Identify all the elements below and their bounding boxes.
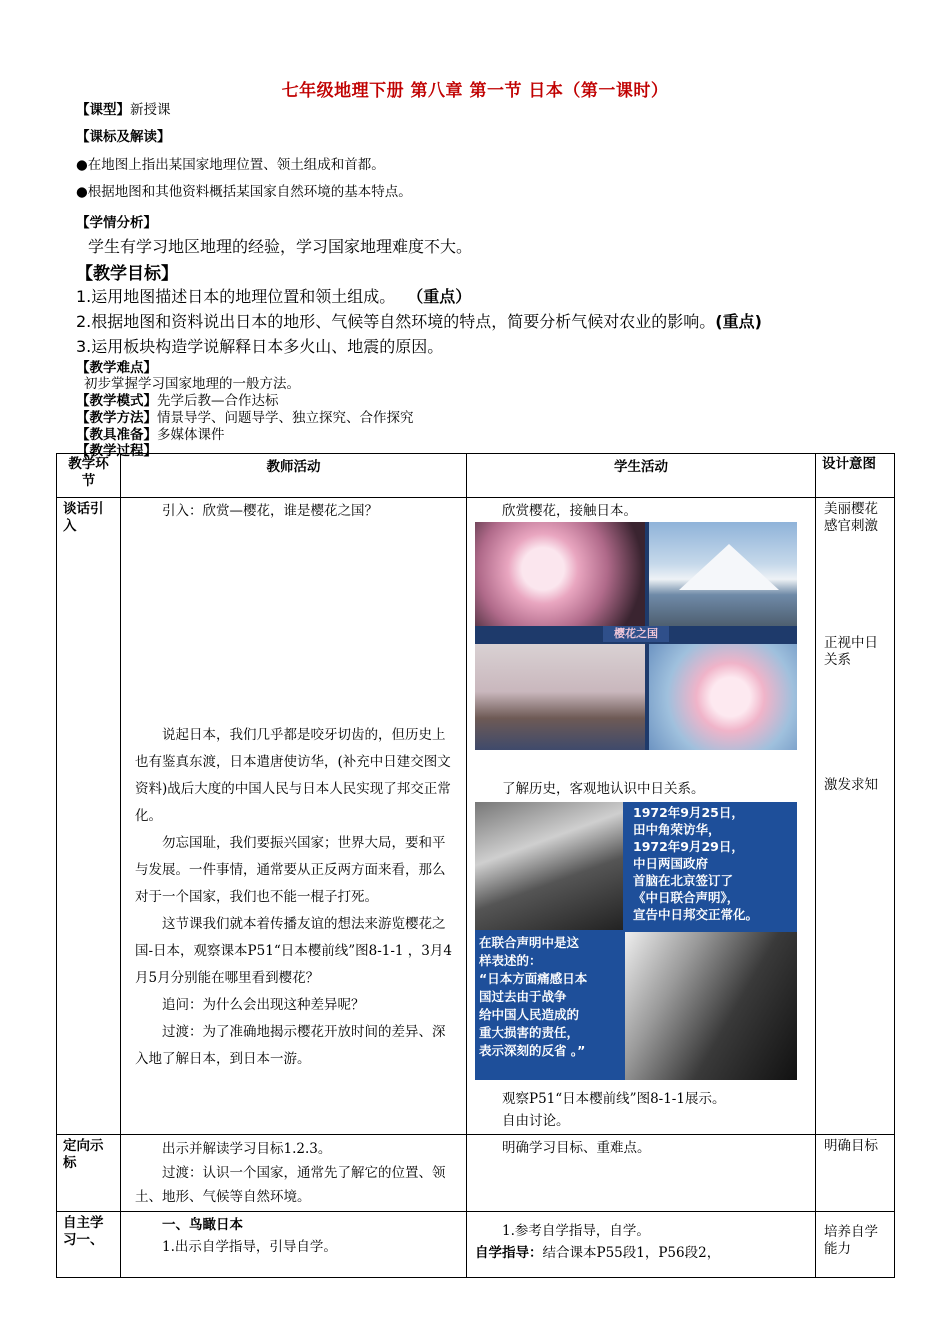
student-paragraph: 1.参考自学指导，自学。 (502, 1223, 650, 1239)
intent-cell: 培养自学能力 (816, 1212, 895, 1278)
lesson-type-line (76, 98, 171, 118)
student-cell (467, 1212, 816, 1278)
student-cell (467, 1135, 816, 1212)
blossom-caption: 樱花之国 (603, 626, 669, 642)
difficulty-label: 【教学难点】 (76, 360, 157, 376)
teacher-paragraph: 引入：欣赏—樱花，谁是樱花之国？ (162, 503, 378, 519)
analysis-label: 【学情分析】 (76, 215, 157, 231)
student-paragraph: 自由讨论。 (502, 1113, 570, 1129)
method-value: 情景导学、问题导学、独立探究、合作探究 (157, 410, 414, 426)
intent-cell: 明确目标 (816, 1135, 895, 1212)
document-title: 七年级地理下册 第八章 第一节 日本（第一课时） (281, 81, 669, 101)
student-paragraph: 明确学习目标、重难点。 (502, 1140, 651, 1156)
photo-text-line: 在联合声明中是这 (479, 935, 580, 950)
col-header-teacher: 教师活动 (121, 454, 467, 498)
standard-1: ●在地图上指出某国家地理位置、领土组成和首都。 (76, 157, 385, 173)
teacher-paragraph: 追问：为什么会出现这种差异呢？ (162, 997, 365, 1013)
photo-text-line: 表示深刻的反省 。” (479, 1043, 586, 1058)
china-japan-history-collage (475, 802, 797, 1080)
goal-1 (76, 284, 471, 307)
goal-1-tag: （重点） (415, 287, 472, 306)
goals-label: 【教学目标】 (76, 264, 178, 284)
tools-label: 【教具准备】 (76, 427, 157, 443)
stage-cell: 定向示标 (57, 1135, 121, 1212)
goal-2 (76, 309, 762, 332)
mode-value: 先学后教—合作达标 (157, 393, 279, 409)
intent-text: 正视中日关系 (824, 635, 878, 668)
lesson-type-value: 新授课 (130, 102, 171, 118)
student-guide-label: 自学指导： (475, 1245, 543, 1261)
student-paragraph: 了解历史，客观地认识中日关系。 (502, 781, 705, 797)
table-row (57, 1135, 895, 1212)
teacher-cell (121, 498, 467, 1135)
photo-text-line: 样表述的： (479, 953, 542, 968)
student-guide-text: 结合课本P55段1，P56段2， (542, 1245, 721, 1261)
handshake-photo (475, 802, 623, 930)
student-cell (467, 498, 816, 1135)
stage-cell: 自主学习一、 (57, 1212, 121, 1278)
teacher-paragraph: 出示并解读学习目标1.2.3。 (162, 1141, 332, 1157)
intent-text: 激发求知 (824, 777, 878, 793)
col-header-student: 学生活动 (467, 454, 816, 498)
photo-text-line: 《中日联合声明》， (633, 890, 740, 905)
method-label: 【教学方法】 (76, 410, 157, 426)
analysis-text: 学生有学习地区地理的经验，学习国家地理难度不大。 (88, 237, 473, 256)
declaration-text (475, 932, 623, 1080)
intent-cell (816, 498, 895, 1135)
teacher-cell (121, 1135, 467, 1212)
standards-label: 【课标及解读】 (76, 129, 171, 145)
lesson-type-label: 【课型】 (76, 102, 130, 118)
table-header-row (57, 454, 895, 498)
photo-text-line: “日本方面痛感日本 (479, 971, 588, 986)
table-row (57, 498, 895, 1135)
process-label: 【教学过程】 (76, 443, 157, 459)
table-row (57, 1212, 895, 1278)
teacher-section-heading: 一、鸟瞰日本 (162, 1217, 243, 1233)
teacher-paragraph: 这节课我们就本着传播友谊的想法来游览樱花之国-日本，观察课本P51“日本樱前线”图8-1-1 ，3月4月5月分别能在哪里看到樱花？ (135, 916, 452, 986)
student-paragraph: 欣赏樱花，接触日本。 (502, 503, 637, 519)
teacher-paragraph: 过渡：为了准确地揭示樱花开放时间的差异、深入地了解日本，到日本一游。 (135, 1024, 446, 1067)
photo-text-line: 国过去由于战争 (479, 989, 567, 1004)
photo-text-line: 重大损害的责任， (479, 1025, 580, 1040)
teacher-paragraph: 勿忘国耻，我们要振兴国家；世界大局，要和平与发展。一件事情，通常要从正反两方面来看，那么对于一个国家，我们也不能一棍子打死。 (135, 835, 446, 905)
photo-text-line: 给中国人民造成的 (479, 1007, 580, 1022)
difficulty-text: 初步掌握学习国家地理的一般方法。 (84, 376, 300, 392)
mode-label: 【教学模式】 (76, 393, 157, 409)
intent-text: 美丽樱花感官刺激 (824, 501, 878, 534)
lesson-process-table (56, 453, 895, 1278)
standard-2: ●根据地图和其他资料概括某国家自然环境的基本特点。 (76, 184, 412, 200)
goal-3: 3.运用板块构造学说解释日本多火山、地震的原因。 (76, 337, 444, 356)
signing-photo (625, 932, 797, 1080)
stage-cell: 谈话引入 (57, 498, 121, 1135)
tools-value: 多媒体课件 (157, 427, 225, 443)
teacher-paragraph: 1.出示自学指导，引导自学。 (162, 1239, 337, 1255)
col-header-stage: 教学环节 (57, 454, 121, 498)
teacher-paragraph: 过渡：认识一个国家，通常先了解它的位置、领土、地形、气候等自然环境。 (135, 1165, 446, 1205)
student-guide (475, 1242, 807, 1264)
normalization-text (627, 802, 797, 930)
teacher-cell (121, 1212, 467, 1278)
goal-2-text: 2.根据地图和资料说出日本的地形、气候等自然环境的特点，简要分析气候对农业的影响。 (76, 312, 716, 331)
cherry-festival-photo (475, 644, 645, 750)
goal-1-text: 1.运用地图描述日本的地理位置和领土组成。 (76, 287, 396, 306)
blossom-photo (475, 522, 645, 626)
photo-text-line: 首脑在北京签订了 (633, 873, 734, 888)
goal-2-tag: (重点) (715, 312, 762, 331)
photo-text-line: 中日两国政府 (633, 856, 709, 871)
teacher-paragraph: 说起日本，我们几乎都是咬牙切齿的，但历史上也有鉴真东渡，日本遣唐使访华，(补充中日建交图文资料)战后大度的中国人民与日本人民实现了邦交正常化。 (135, 727, 451, 824)
cherry-blossom-collage (475, 522, 797, 750)
mount-fuji-photo (649, 522, 797, 626)
photo-text-line: 1972年9月25日， (633, 805, 744, 820)
photo-text-line: 田中角荣访华， (633, 822, 721, 837)
photo-text-line: 宣告中日邦交正常化。 (633, 907, 759, 922)
blossom-closeup-photo (649, 644, 797, 750)
student-paragraph: 观察P51“日本樱前线”图8-1-1展示。 (502, 1091, 726, 1107)
photo-text-line: 1972年9月29日， (633, 839, 744, 854)
col-header-intent: 设计意图 (816, 454, 895, 498)
